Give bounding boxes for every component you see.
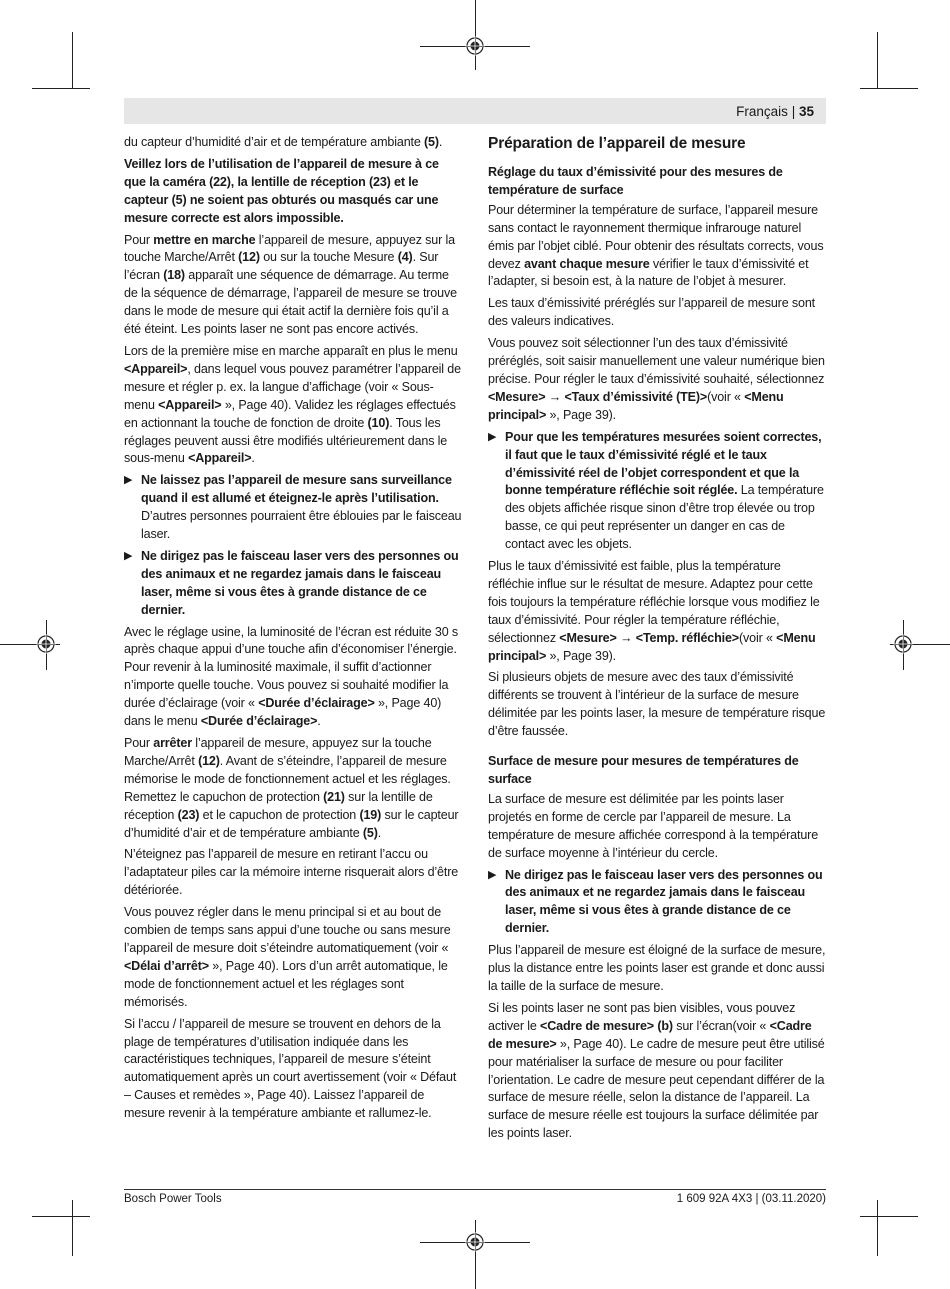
paragraph: Si l’accu / l’appareil de mesure se trouvent en dehors de la plage de températures d’utilisation indiquée dans les caractéristiques techniques, l’appareil de mesure s’éteint automatiquement après un court avertissement (voir « Défaut – Causes et remèdes », Page 40). Laissez l’appareil de mesure revenir à la température ambiante et rallumez-le. (124, 1016, 457, 1121)
crop-mark (32, 88, 90, 89)
paragraph: du capteur d’humidité d’air et de température ambiante (5). (124, 135, 443, 149)
crop-mark (72, 1200, 73, 1256)
registration-target-icon (465, 1232, 485, 1252)
footer-doc-id: 1 609 92A 4X3 | (03.11.2020) (676, 1193, 826, 1205)
registration-line (475, 0, 476, 70)
paragraph: Les taux d’émissivité préréglés sur l’appareil de mesure sont des valeurs indicatives. (488, 296, 815, 329)
paragraph: Plus l’appareil de mesure est éloigné de la surface de mesure, plus la distance entre les points laser est grande et donc aussi la taille de la surface de mesure. (488, 943, 826, 993)
safety-bullet: ▶ Ne dirigez pas le faisceau laser vers des personnes ou des animaux et ne regardez jamais dans le faisceau laser, même si vous êtes à grande distance de ce dernier. (488, 867, 823, 936)
safety-bullet: ▶ Ne laissez pas l’appareil de mesure sans surveillance quand il est allumé et éteignez-le après l’utilisation. D’autres personnes pourraient être éblouies par le faisceau laser. (124, 473, 462, 542)
subsection-heading: Surface de mesure pour mesures de températures de surface (488, 754, 799, 786)
crop-mark (860, 88, 918, 89)
paragraph: Pour déterminer la température de surface, l’appareil mesure sans contact le rayonnement thermique infrarouge naturel émis par l’objet ciblé. Pour obtenir des résultats corrects, vous devez avant chaque mesure vérifier le taux d’émissivité et l’adapter, si besoin est, à la nature de l’objet à mesurer. (488, 202, 824, 289)
paragraph: Vous pouvez régler dans le menu principal si et au bout de combien de temps sans appui d’une touche ou sans mesure l’appareil de mesure doit s’éteindre automatiquement (voir « <Délai d’arrêt> », Page 40). Lors d’un arrêt automatique, le mode de fonctionnement actuel et les réglages sont mémorisés. (124, 905, 451, 1009)
running-header (736, 103, 814, 120)
header-separator: | (791, 104, 796, 119)
paragraph: Avec le réglage usine, la luminosité de l’écran est réduite 30 s après chaque appui d’une touche afin d’économiser l’énergie. Pour revenir à la luminosité maximale, il suffit d’actionner n’importe quelle touche. Vous pouvez si souhaité modifier la durée d’éclairage (voir « <Durée d’éclairage> », Page 40) dans le menu <Durée d’éclairage>. (124, 624, 459, 729)
paragraph: Pour arrêter l’appareil de mesure, appuyez sur la touche Marche/Arrêt (12). Avant de s’éteindre, l’appareil de mesure mémorise le mode de fonctionnement actuel et les réglages. Remettez le capuchon de protection (21) sur la lentille de réception (23) et le capuchon de protection (19) sur le capteur d’humidité d’air et de température ambiante (5). (124, 736, 459, 840)
crop-mark (860, 1216, 918, 1217)
left-column (124, 134, 464, 1127)
page-number: 35 (798, 104, 814, 119)
crop-mark (877, 32, 878, 88)
subsection-heading: Réglage du taux d’émissivité pour des mesures de température de surface (488, 165, 783, 197)
crop-mark (72, 32, 73, 88)
header-band (124, 98, 826, 124)
footer-brand: Bosch Power Tools (124, 1193, 222, 1205)
registration-line (475, 1220, 476, 1289)
paragraph: La surface de mesure est délimitée par les points laser projetés en forme de cercle par l’appareil de mesure. La température de mesure affichée correspond à la température de surface moyenne à l’intérieur du cercle. (488, 791, 819, 860)
header-language: Français (736, 104, 788, 119)
registration-target-icon (465, 36, 485, 56)
warning-paragraph: Veillez lors de l’utilisation de l’appareil de mesure à ce que la caméra (22), la lentille de réception (23) et le capteur (5) ne soient pas obturés ou masqués car une mesure correcte est alors impossible. (124, 156, 439, 225)
paragraph: Pour mettre en marche l’appareil de mesure, appuyez sur la touche Marche/Arrêt (12) ou sur la touche Mesure (4). Sur l’écran (18) apparaît une séquence de démarrage. Au terme de la séquence de démarrage, l’appareil de mesure se trouve dans le mode de mesure qui était actif la dernière fois qu’il a été éteint. Les points laser ne sont pas encore activés. (124, 232, 457, 337)
right-column (488, 134, 826, 1147)
paragraph: Si les points laser ne sont pas bien visibles, vous pouvez activer le <Cadre de mesure> (b) sur l’écran(voir « <Cadre de mesure> », Page 40). Le cadre de mesure peut être utilisé pour matérialiser la surface de mesure ou pour faciliter l’orientation. Le cadre de mesure peut cependant différer de la surface de mesure réelle, selon la distance de l’appareil. La surface de mesure réelle est toujours la surface délimitée par les points laser. (488, 1000, 825, 1141)
safety-bullet: ▶ Pour que les températures mesurées soient correctes, il faut que le taux d’émissivité réglé et le taux d’émissivité réel de l’objet correspondent et que la bonne température réfléchie soit réglée. La température des objets affichée risque sinon d’être trop élevée ou trop basse, ce qui peut représenter un danger en cas de contact avec les objets. (488, 429, 824, 552)
crop-mark (32, 1216, 90, 1217)
safety-bullet: ▶ Ne dirigez pas le faisceau laser vers des personnes ou des animaux et ne regardez jamais dans le faisceau laser, même si vous êtes à grande distance de ce dernier. (124, 548, 459, 617)
bullet-arrow-icon: ▶ (124, 549, 133, 562)
registration-target-icon (893, 634, 913, 654)
bullet-arrow-icon: ▶ (488, 868, 497, 881)
registration-target-icon (36, 634, 56, 654)
footer-rule (124, 1189, 826, 1190)
bullet-arrow-icon: ▶ (124, 474, 133, 487)
paragraph: Si plusieurs objets de mesure avec des taux d’émissivité différents se trouvent à l’intérieur de la surface de mesure délimitée par les points laser, la mesure de température risque d’être faussée. (488, 670, 826, 739)
crop-mark (877, 1200, 878, 1256)
paragraph: N’éteignez pas l’appareil de mesure en retirant l’accu ou l’adaptateur piles car la mémoire interne risquerait alors d’être détériorée. (124, 847, 459, 898)
paragraph: Lors de la première mise en marche apparaît en plus le menu <Appareil>, dans lequel vous pouvez paramétrer l’appareil de mesure et régler p. ex. la langue d’affichage (voir « Sous-menu <Appareil> », Page 40). Validez les réglages effectués en actionnant la touche de fonction de droite (10). Tous les réglages peuvent aussi être modifiés ultérieurement dans le sous-menu <Appareil>. (124, 343, 461, 466)
section-heading: Préparation de l’appareil de mesure (488, 135, 746, 152)
bullet-arrow-icon: ▶ (488, 430, 497, 443)
paragraph: Plus le taux d’émissivité est faible, plus la température réfléchie influe sur le résultat de mesure. Adaptez pour cette fois toujours la température réfléchie lorsque vous modifiez le taux d’émissivité. Pour régler la température réfléchie, sélectionnez <Mesure> → <Temp. réfléchie>(voir « <Menu principal> », Page 39). (488, 559, 820, 663)
paragraph: Vous pouvez soit sélectionner l’un des taux d’émissivité préréglés, soit saisir manuellement une valeur numérique bien précise. Pour régler le taux d’émissivité souhaité, sélectionnez <Mesure> → <Taux d’émissivité (TE)>(voir « <Menu principal> », Page 39). (488, 336, 825, 422)
